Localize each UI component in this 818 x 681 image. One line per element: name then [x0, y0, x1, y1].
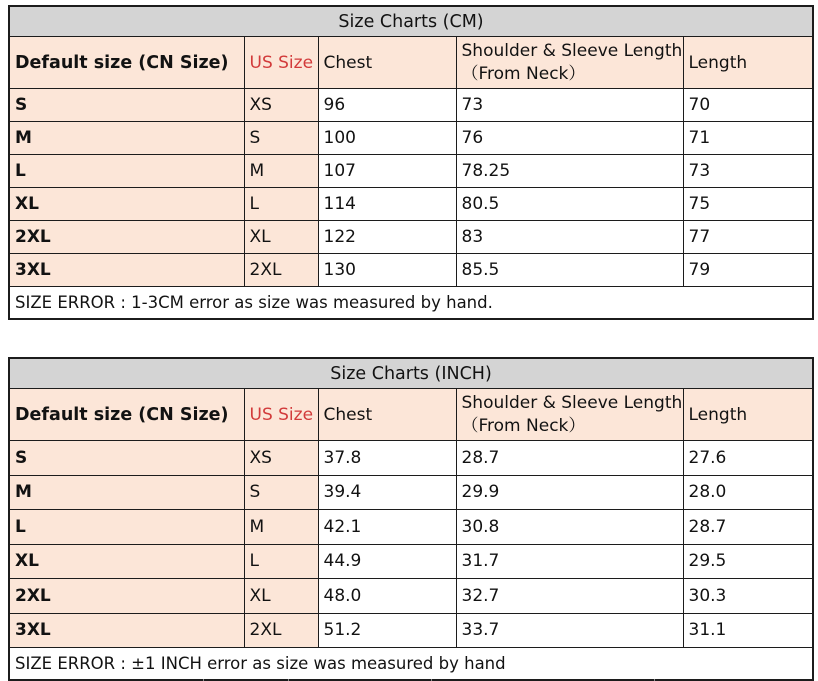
- column-header-us-size: US Size: [244, 389, 318, 441]
- table-header-row: [9, 389, 813, 441]
- length-cell: 77: [683, 221, 813, 254]
- chest-cell: 96: [318, 89, 456, 122]
- shoulder-cell: 32.7: [456, 579, 683, 614]
- table-header-row: [9, 37, 813, 89]
- cn-size-cell: 3XL: [9, 613, 244, 648]
- table-title-row: [9, 6, 813, 37]
- table-row: [9, 579, 813, 614]
- size-error-note-row: [9, 287, 813, 320]
- chest-cell: 37.8: [318, 441, 456, 476]
- table-row: [9, 441, 813, 476]
- cn-size-cell: S: [9, 89, 244, 122]
- shoulder-cell: 76: [456, 122, 683, 155]
- shoulder-cell: 28.7: [456, 441, 683, 476]
- shoulder-cell: 73: [456, 89, 683, 122]
- shoulder-header-line1: Shoulder & Sleeve Length: [461, 393, 683, 414]
- table-row: [9, 254, 813, 287]
- shoulder-cell: 33.7: [456, 613, 683, 648]
- table-row: [9, 510, 813, 545]
- column-header-us-size: US Size: [244, 37, 318, 89]
- table-row: [9, 221, 813, 254]
- chest-cell: 48.0: [318, 579, 456, 614]
- cn-size-cell: L: [9, 510, 244, 545]
- length-cell: 75: [683, 188, 813, 221]
- chest-cell: 130: [318, 254, 456, 287]
- us-size-cell: 2XL: [244, 613, 318, 648]
- column-header-chest: Chest: [318, 389, 456, 441]
- table-row: [9, 475, 813, 510]
- shoulder-cell: 30.8: [456, 510, 683, 545]
- length-cell: 71: [683, 122, 813, 155]
- table-title: Size Charts (INCH): [9, 358, 813, 389]
- column-header-shoulder-sleeve: [456, 389, 683, 441]
- us-size-cell: XL: [244, 579, 318, 614]
- length-cell: 29.5: [683, 544, 813, 579]
- table-row: [9, 613, 813, 648]
- table-row: [9, 122, 813, 155]
- table-row: [9, 155, 813, 188]
- shoulder-header-line2: （From Neck）: [461, 63, 586, 84]
- us-size-cell: L: [244, 544, 318, 579]
- table-row: [9, 544, 813, 579]
- table-row: [9, 188, 813, 221]
- column-header-default-size: Default size (CN Size): [9, 37, 244, 89]
- column-header-default-size: Default size (CN Size): [9, 389, 244, 441]
- us-size-cell: M: [244, 155, 318, 188]
- table-row: [9, 89, 813, 122]
- cn-size-cell: L: [9, 155, 244, 188]
- length-cell: 79: [683, 254, 813, 287]
- shoulder-cell: 29.9: [456, 475, 683, 510]
- column-header-length: Length: [683, 389, 813, 441]
- chest-cell: 122: [318, 221, 456, 254]
- column-header-shoulder-sleeve: [456, 37, 683, 89]
- us-size-cell: L: [244, 188, 318, 221]
- cn-size-cell: M: [9, 475, 244, 510]
- cn-size-cell: S: [9, 441, 244, 476]
- shoulder-cell: 78.25: [456, 155, 683, 188]
- us-size-cell: S: [244, 122, 318, 155]
- us-size-cell: XL: [244, 221, 318, 254]
- us-size-cell: S: [244, 475, 318, 510]
- cn-size-cell: XL: [9, 188, 244, 221]
- column-header-length: Length: [683, 37, 813, 89]
- cn-size-cell: M: [9, 122, 244, 155]
- shoulder-cell: 83: [456, 221, 683, 254]
- length-cell: 28.0: [683, 475, 813, 510]
- chest-cell: 39.4: [318, 475, 456, 510]
- us-size-cell: M: [244, 510, 318, 545]
- size-error-note: SIZE ERROR : ±1 INCH error as size was measured by hand: [9, 648, 813, 681]
- chest-cell: 114: [318, 188, 456, 221]
- chest-cell: 44.9: [318, 544, 456, 579]
- us-size-cell: XS: [244, 89, 318, 122]
- length-cell: 73: [683, 155, 813, 188]
- length-cell: 27.6: [683, 441, 813, 476]
- length-cell: 70: [683, 89, 813, 122]
- chest-cell: 107: [318, 155, 456, 188]
- shoulder-header-line2: （From Neck）: [461, 415, 586, 436]
- length-cell: 28.7: [683, 510, 813, 545]
- table-title: Size Charts (CM): [9, 6, 813, 37]
- shoulder-header-line1: Shoulder & Sleeve Length: [461, 41, 683, 62]
- cn-size-cell: 2XL: [9, 579, 244, 614]
- size-chart-cm-table: [8, 5, 814, 320]
- size-error-note: SIZE ERROR : 1-3CM error as size was measured by hand.: [9, 287, 813, 320]
- table-title-row: [9, 358, 813, 389]
- shoulder-cell: 80.5: [456, 188, 683, 221]
- length-cell: 30.3: [683, 579, 813, 614]
- us-size-cell: XS: [244, 441, 318, 476]
- cn-size-cell: 3XL: [9, 254, 244, 287]
- chest-cell: 51.2: [318, 613, 456, 648]
- us-size-cell: 2XL: [244, 254, 318, 287]
- cn-size-cell: 2XL: [9, 221, 244, 254]
- cn-size-cell: XL: [9, 544, 244, 579]
- chest-cell: 100: [318, 122, 456, 155]
- chest-cell: 42.1: [318, 510, 456, 545]
- shoulder-cell: 31.7: [456, 544, 683, 579]
- length-cell: 31.1: [683, 613, 813, 648]
- size-chart-inch-table: [8, 357, 814, 681]
- column-header-chest: Chest: [318, 37, 456, 89]
- size-error-note-row: [9, 648, 813, 681]
- shoulder-cell: 85.5: [456, 254, 683, 287]
